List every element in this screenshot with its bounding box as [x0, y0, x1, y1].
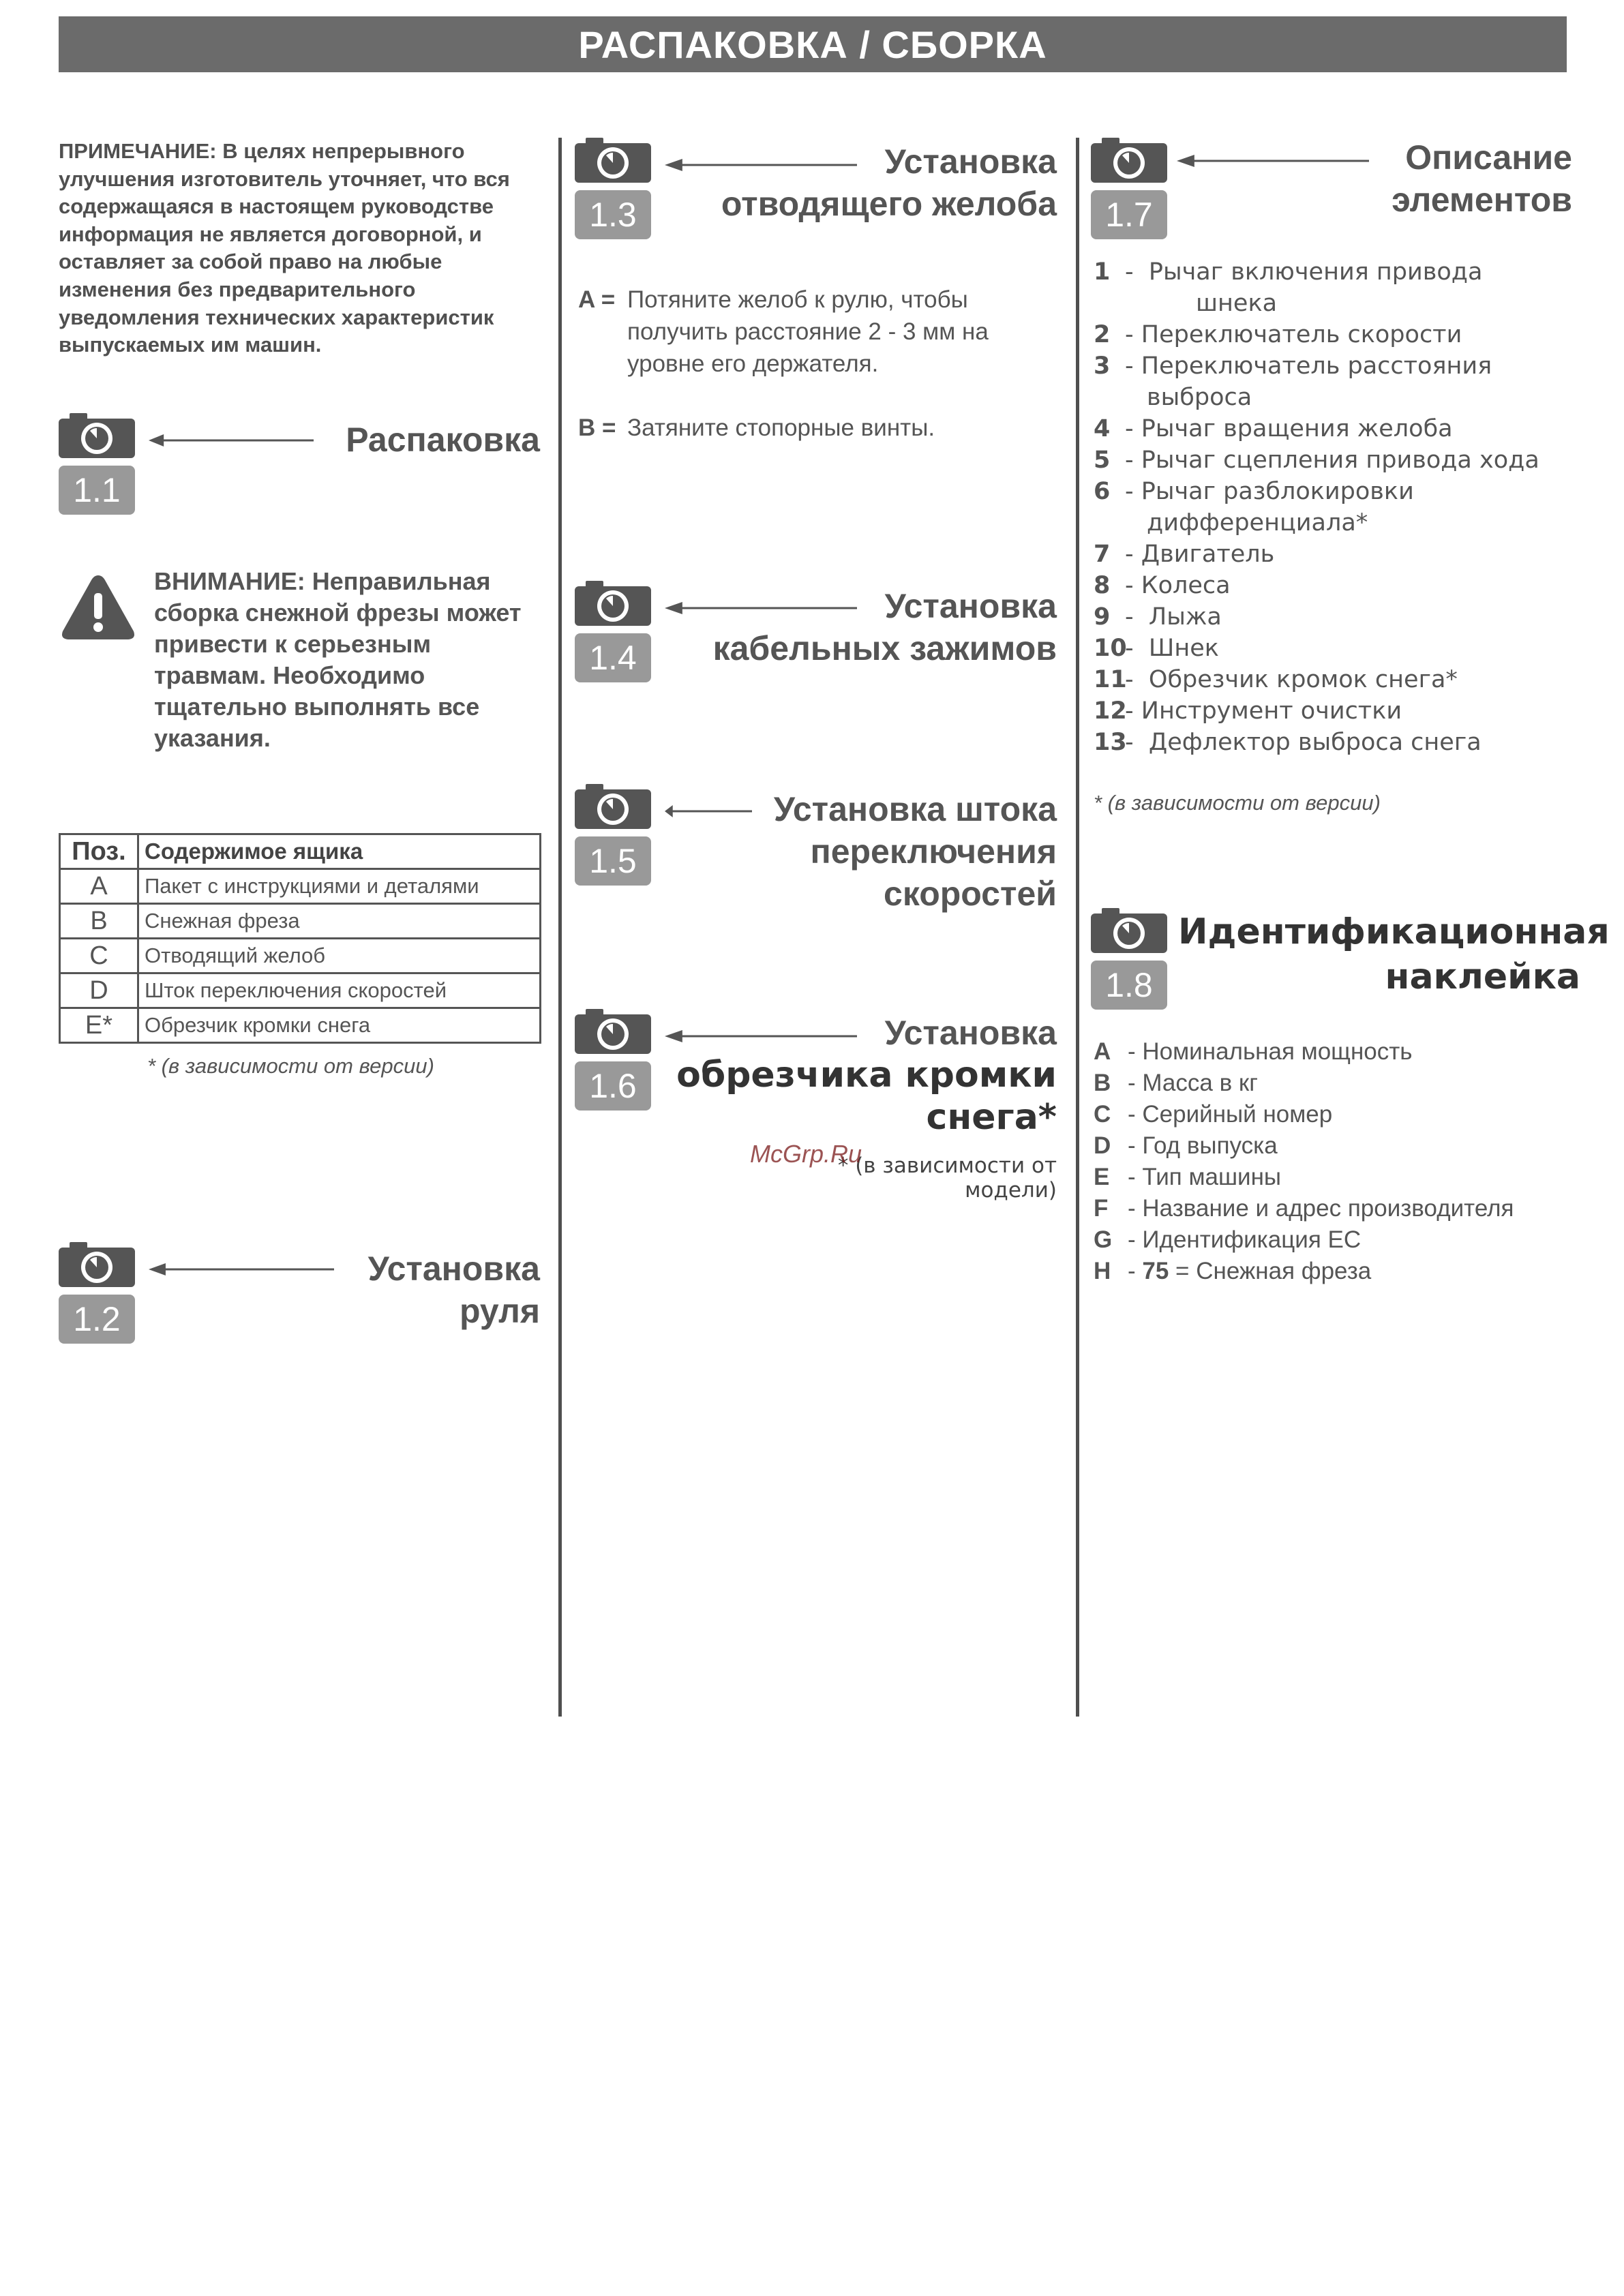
table-cell-item: Обрезчик кромки снега — [138, 1008, 541, 1043]
camera-icon — [575, 581, 651, 626]
chute-step-a-label: A = — [578, 286, 616, 313]
table-row — [60, 939, 541, 973]
list-item: 9 - Лыжа — [1094, 603, 1222, 631]
list-item: 12- Инструмент очистки — [1094, 697, 1402, 725]
list-item: E - Тип машины — [1094, 1164, 1282, 1190]
section-badge-1-5: 1.5 — [575, 836, 651, 886]
list-item: 7 - Двигатель — [1094, 541, 1275, 568]
table-row — [60, 904, 541, 939]
list-item: C - Серийный номер — [1094, 1101, 1333, 1128]
table-cell-item: Пакет с инструкциями и деталями — [138, 869, 541, 904]
section-badge-1-4: 1.4 — [575, 633, 651, 682]
list-item: B - Масса в кг — [1094, 1070, 1258, 1096]
section-title-gear-rod: Установка штока переключения скоростей — [773, 790, 1057, 913]
edge-cutter-footnote: * (в зависимости от модели) — [837, 1153, 1057, 1203]
list-item: 4 - Рычаг вращения желоба — [1094, 415, 1453, 442]
table-footnote: * (в зависимости от версии) — [147, 1054, 434, 1078]
table-cell-pos: A — [60, 869, 138, 904]
camera-icon — [575, 1009, 651, 1054]
table-header-pos: Поз. — [60, 834, 138, 869]
section-title-components: Описание элементов — [1392, 138, 1572, 219]
list-item: H - 75 = Снежная фреза — [1094, 1258, 1372, 1284]
table-cell-pos: B — [60, 904, 138, 939]
camera-icon — [575, 784, 651, 829]
section-title-chute: Установка отводящего желоба — [721, 142, 1057, 223]
warning-triangle-icon — [60, 573, 136, 642]
section-badge-1-2: 1.2 — [59, 1295, 135, 1344]
camera-icon — [59, 413, 135, 458]
list-item: 11- Обрезчик кромок снега* — [1094, 666, 1458, 693]
section-badge-1-7: 1.7 — [1091, 190, 1167, 239]
section-title-cable-clips: Установка кабельных зажимов — [712, 587, 1057, 667]
section-badge-1-3: 1.3 — [575, 190, 651, 239]
list-item: 10- Шнек — [1094, 635, 1219, 662]
list-item: G - Идентификация ЕС — [1094, 1226, 1362, 1253]
chute-step-b-text: Затяните стопорные винты. — [627, 414, 935, 441]
section-title-id-label: Идентификационная наклейка — [1178, 911, 1610, 997]
chute-step-b-label: B = — [578, 414, 616, 441]
disclaimer-note: ПРИМЕЧАНИЕ: В целях непрерывного улучшения изготовитель уточняет, что вся содержащаяся в настоящем руководстве информация не является договорной, и оставляет за собой право на любые изменения без предварительного уведомления технических характеристик выпускаемых им машин. — [59, 139, 510, 357]
page-title: РАСПАКОВКА / СБОРКА — [578, 22, 1047, 66]
arrow-left-icon — [149, 434, 314, 447]
camera-icon — [1091, 908, 1167, 953]
camera-icon — [59, 1242, 135, 1287]
list-item: 6 - Рычаг разблокировки дифференциала* — [1094, 478, 1414, 537]
table-cell-item: Отводящий желоб — [138, 939, 541, 973]
chute-step-a — [578, 284, 1055, 380]
table-row — [60, 973, 541, 1008]
list-item: A - Номинальная мощность — [1094, 1038, 1413, 1065]
warning-text: ВНИМАНИЕ: Неправильная сборка снежной фрезы может привести к серьезным травмам. Необходимо тщательно выполнять все указания. — [154, 567, 522, 752]
section-badge-1-8: 1.8 — [1091, 961, 1167, 1010]
column-divider-left — [558, 138, 562, 1717]
watermark: McGrp.Ru — [750, 1140, 862, 1168]
list-item: D - Год выпуска — [1094, 1132, 1278, 1159]
table-row — [60, 869, 541, 904]
section-badge-1-6: 1.6 — [575, 1061, 651, 1111]
camera-icon — [1091, 138, 1167, 183]
list-item: 3 - Переключатель расстояния выброса — [1094, 352, 1492, 411]
table-cell-pos: D — [60, 973, 138, 1008]
table-header-row — [60, 834, 541, 869]
table-row — [60, 1008, 541, 1043]
list-item: 5 - Рычаг сцепления привода хода — [1094, 447, 1539, 474]
column-divider-right — [1076, 138, 1079, 1717]
page-header — [59, 16, 1567, 72]
table-cell-item: Снежная фреза — [138, 904, 541, 939]
components-footnote: * (в зависимости от версии) — [1094, 791, 1381, 815]
section-title-edge-cutter: Установка обрезчика кромки снега* — [676, 1014, 1057, 1138]
list-item: 13- Дефлектор выброса снега — [1094, 729, 1482, 756]
list-item: F - Название и адрес производителя — [1094, 1195, 1514, 1222]
section-title-handlebar: Установка руля — [367, 1250, 540, 1330]
chute-step-b — [578, 412, 1055, 444]
camera-icon — [575, 138, 651, 183]
table-cell-pos: C — [60, 939, 138, 973]
table-cell-pos: E* — [60, 1008, 138, 1043]
list-item: 2 - Переключатель скорости — [1094, 321, 1462, 348]
section-title-unpacking: Распаковка — [346, 421, 540, 459]
list-item: 1 - Рычаг включения привода шнека — [1094, 258, 1483, 317]
section-badge-1-1: 1.1 — [59, 466, 135, 515]
table-cell-item: Шток переключения скоростей — [138, 973, 541, 1008]
list-item: 8 - Колеса — [1094, 572, 1231, 599]
box-contents-table — [59, 833, 541, 1044]
table-header-contents: Содержимое ящика — [138, 834, 541, 869]
chute-step-a-text: Потяните желоб к рулю, чтобы получить расстояние 2 - 3 мм на уровне его держателя. — [627, 286, 989, 377]
